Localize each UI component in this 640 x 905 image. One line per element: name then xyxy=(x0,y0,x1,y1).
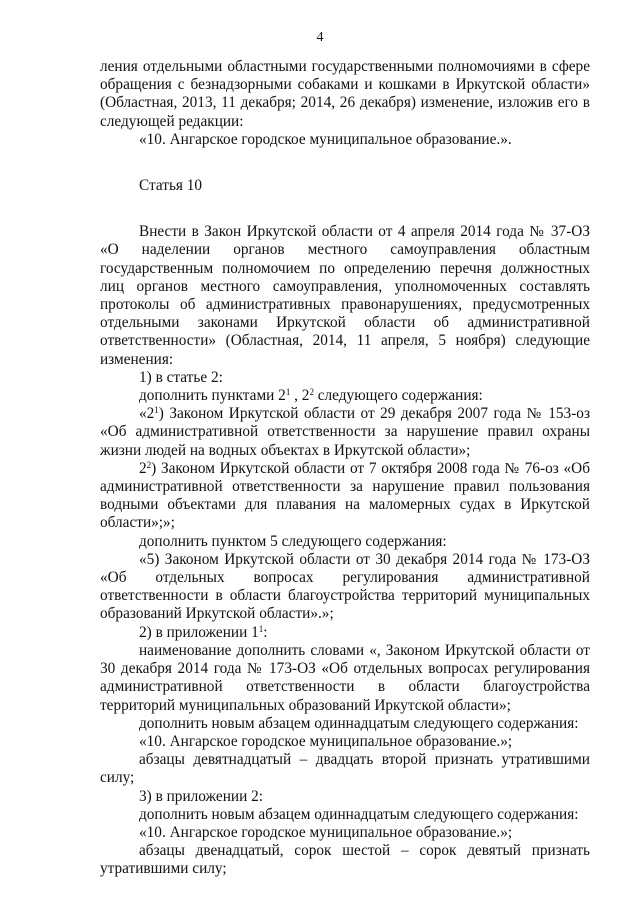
paragraph: наименование дополнить словами «, Законом Иркутской области от 30 декабря 2014 года № 173-ОЗ «Об отдельных вопросах регулирования административной ответственности в области благоустройства территорий муниципальных образований Иркутской области»; xyxy=(100,641,590,714)
paragraph: абзацы двенадцатый, сорок шестой – сорок девятый признать утратившими силу; xyxy=(100,842,590,878)
superscript: 1 xyxy=(154,405,159,416)
paragraph: 1) в статье 2: xyxy=(139,368,223,386)
paragraph: «10. Ангарское городское муниципальное образование.»; xyxy=(139,823,513,841)
paragraph: $2^2$) Законом Иркутской области от 7 октября 2008 года № 76-оз «Об административной ответственности за нарушение правил пользования водными объектами для плавания на маломерных судах в Иркутской области»;»; xyxy=(100,459,590,532)
paragraph: «$2^1$) Законом Иркутской области от 29 декабря 2007 года № 153-оз «Об административной ответственности за нарушение правил охраны жизни людей на водных объектах в Иркутской области»; xyxy=(100,405,590,459)
paragraph: дополнить новым абзацем одиннадцатым следующего содержания: xyxy=(139,805,579,823)
superscript: 1 xyxy=(285,387,291,398)
superscript: 2 xyxy=(146,459,152,470)
paragraph: ления отдельными областными государственными полномочиями в сфере обращения с безнадзорными собаками и кошками в Иркутской области» (Областная, 2013, 11 декабря; 2014, 26 декабря) изменение, изложив его в следующей редакции: xyxy=(100,58,590,130)
superscript: 1 xyxy=(258,623,264,634)
spacer xyxy=(100,149,590,177)
superscript: 2 xyxy=(309,387,314,398)
paragraph: 3) в приложении 2: xyxy=(139,787,263,805)
spacer xyxy=(100,195,590,223)
paragraph: «5) Законом Иркутской области от 30 декабря 2014 года № 173-ОЗ «Об отдельных вопросах регулирования административной ответственности в области благоустройства территорий муниципальных образований Иркутской области».»; xyxy=(100,550,590,623)
paragraph: 2) в приложении $1^1$: xyxy=(139,623,268,641)
paragraph: Внести в Закон Иркутской области от 4 апреля 2014 года № 37-ОЗ «О наделении органов местного самоуправления областным государственным полномочием по определению перечня должностных лиц органов местного самоуправления, уполномоченных составлять протоколы об административных правонарушениях, предусмотренных отдельными законами Иркутской области об административной ответственности» (Областная, 2014, 11 апреля, 5 ноября) следующие изменения: xyxy=(100,223,590,368)
paragraph: дополнить пунктом 5 следующего содержания: xyxy=(139,532,447,550)
paragraph: «10. Ангарское городское муниципальное образование.»; xyxy=(139,732,513,750)
document-body xyxy=(100,58,590,879)
article-heading: Статья 10 xyxy=(139,177,203,195)
paragraph: дополнить новым абзацем одиннадцатым следующего содержания: xyxy=(139,714,579,732)
paragraph: абзацы девятнадцатый – двадцать второй признать утратившими силу; xyxy=(100,751,590,787)
paragraph: «10. Ангарское городское муниципальное образование.». xyxy=(139,130,512,148)
paragraph: дополнить пунктами $2^1$ , $2^2$ следующего содержания: xyxy=(139,387,483,405)
page-number: 4 xyxy=(316,30,324,45)
